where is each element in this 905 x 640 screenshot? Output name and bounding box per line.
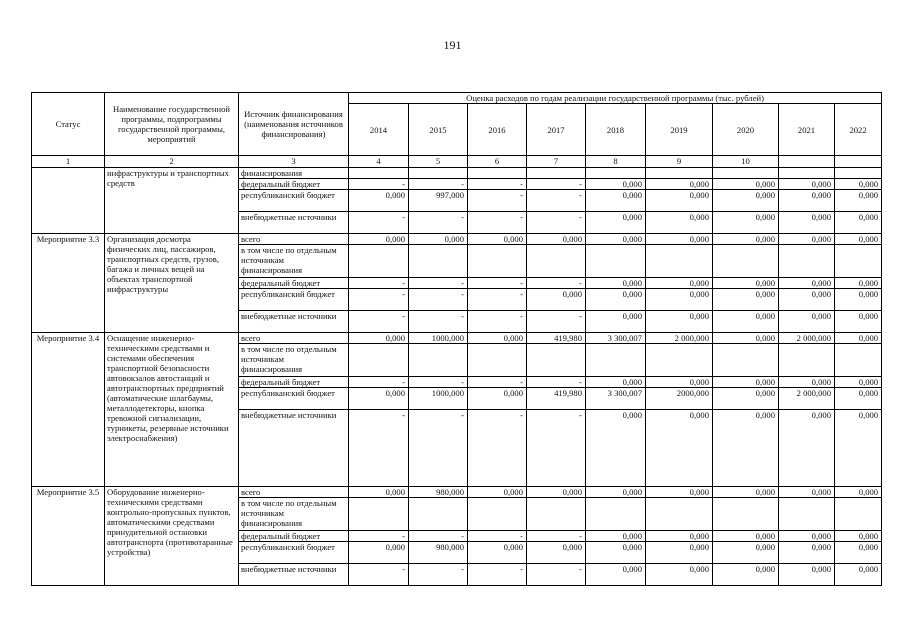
budget-value: 2 000,000 — [779, 388, 835, 410]
budget-value: 0,000 — [646, 564, 713, 586]
budget-value: 0,000 — [835, 531, 882, 542]
budget-value: 0,000 — [835, 542, 882, 564]
budget-value: 0,000 — [468, 487, 527, 498]
budget-value: 0,000 — [586, 234, 646, 245]
budget-value — [835, 344, 882, 377]
budget-value: 2000,000 — [646, 388, 713, 410]
budget-value — [468, 498, 527, 531]
budget-value: 980,000 — [409, 487, 468, 498]
budget-value: - — [468, 311, 527, 333]
column-index: 8 — [586, 156, 646, 168]
budget-value: - — [527, 179, 586, 190]
column-index: 10 — [713, 156, 779, 168]
budget-value: 0,000 — [779, 410, 835, 487]
budget-value: 0,000 — [713, 212, 779, 234]
budget-value — [586, 344, 646, 377]
budget-value — [835, 245, 882, 278]
budget-value: - — [409, 564, 468, 586]
table-row — [32, 234, 882, 245]
budget-value: 0,000 — [835, 311, 882, 333]
table-row — [32, 487, 882, 498]
column-index — [779, 156, 835, 168]
budget-value: 0,000 — [646, 311, 713, 333]
budget-value: 0,000 — [713, 542, 779, 564]
budget-value: 0,000 — [586, 179, 646, 190]
budget-value: - — [468, 564, 527, 586]
budget-value — [527, 344, 586, 377]
budget-value: 0,000 — [586, 564, 646, 586]
budget-value — [349, 498, 409, 531]
budget-value: 0,000 — [586, 311, 646, 333]
budget-value: - — [468, 410, 527, 487]
budget-value: 997,000 — [409, 190, 468, 212]
budget-value — [468, 344, 527, 377]
budget-value: 0,000 — [779, 289, 835, 311]
budget-value: - — [409, 377, 468, 388]
budget-value: - — [349, 311, 409, 333]
table-row — [32, 168, 882, 179]
budget-value: 0,000 — [713, 487, 779, 498]
budget-value — [779, 245, 835, 278]
budget-value: 0,000 — [835, 179, 882, 190]
budget-value — [713, 498, 779, 531]
budget-value: 0,000 — [835, 190, 882, 212]
budget-value — [527, 245, 586, 278]
budget-value: 1000,000 — [409, 333, 468, 344]
header-estimate: Оценка расходов по годам реализации государственной программы (тыс. рублей) — [349, 93, 882, 104]
budget-value: 0,000 — [835, 278, 882, 289]
budget-value — [468, 245, 527, 278]
column-index: 9 — [646, 156, 713, 168]
budget-value: 0,000 — [835, 333, 882, 344]
activity-status: Мероприятие 3.5 — [32, 487, 105, 586]
header-year: 2019 — [646, 104, 713, 156]
budget-value: 0,000 — [835, 234, 882, 245]
budget-value: 0,000 — [713, 377, 779, 388]
funding-source: федеральный бюджет — [239, 278, 349, 289]
budget-value: - — [349, 179, 409, 190]
funding-source: внебюджетные источники — [239, 410, 349, 487]
budget-value: 0,000 — [527, 542, 586, 564]
budget-value: 3 300,007 — [586, 388, 646, 410]
budget-value: 0,000 — [646, 190, 713, 212]
budget-value: 980,000 — [409, 542, 468, 564]
budget-value: 0,000 — [779, 212, 835, 234]
budget-value: 0,000 — [646, 377, 713, 388]
column-index: 6 — [468, 156, 527, 168]
budget-value: - — [349, 377, 409, 388]
budget-value — [349, 168, 409, 179]
budget-value — [409, 245, 468, 278]
activity-status: Мероприятие 3.4 — [32, 333, 105, 487]
budget-value: - — [527, 531, 586, 542]
budget-value — [835, 498, 882, 531]
budget-value: - — [527, 212, 586, 234]
budget-value: - — [468, 190, 527, 212]
budget-value: 419,980 — [527, 333, 586, 344]
budget-value — [646, 245, 713, 278]
funding-source: в том числе по отдельным источникам финансирования — [239, 245, 349, 278]
budget-value: 0,000 — [468, 388, 527, 410]
column-index: 7 — [527, 156, 586, 168]
budget-value: 0,000 — [646, 531, 713, 542]
budget-value: - — [349, 289, 409, 311]
header-year: 2018 — [586, 104, 646, 156]
funding-source: республиканский бюджет — [239, 542, 349, 564]
budget-value: - — [468, 377, 527, 388]
budget-value: - — [349, 212, 409, 234]
funding-source: в том числе по отдельным источникам финансирования — [239, 344, 349, 377]
budget-value: - — [349, 531, 409, 542]
header-year: 2015 — [409, 104, 468, 156]
budget-value: - — [409, 410, 468, 487]
budget-value — [527, 168, 586, 179]
budget-value: - — [349, 278, 409, 289]
budget-value: - — [409, 179, 468, 190]
activity-name: Организация досмотра физических лиц, пассажиров, транспортных средств, грузов, багажа и личных вещей на объектах транспортной инфраструктуры — [105, 234, 239, 333]
funding-source: финансирования — [239, 168, 349, 179]
budget-value: 0,000 — [527, 234, 586, 245]
budget-value — [779, 498, 835, 531]
budget-value — [835, 168, 882, 179]
budget-value: 2 000,000 — [646, 333, 713, 344]
budget-value — [409, 168, 468, 179]
activity-status — [32, 168, 105, 234]
funding-source: федеральный бюджет — [239, 377, 349, 388]
funding-source: всего — [239, 333, 349, 344]
budget-value: 0,000 — [779, 179, 835, 190]
budget-value: 0,000 — [713, 179, 779, 190]
budget-value: - — [468, 278, 527, 289]
budget-value: 419,980 — [527, 388, 586, 410]
budget-value: 0,000 — [713, 333, 779, 344]
budget-value: 0,000 — [835, 377, 882, 388]
table-header — [32, 93, 882, 168]
page-number: 191 — [443, 38, 462, 52]
budget-value: 0,000 — [713, 410, 779, 487]
column-index: 5 — [409, 156, 468, 168]
budget-value: 0,000 — [468, 542, 527, 564]
column-index — [835, 156, 882, 168]
budget-value: 0,000 — [713, 311, 779, 333]
budget-value: 0,000 — [349, 542, 409, 564]
activity-status: Мероприятие 3.3 — [32, 234, 105, 333]
funding-source: федеральный бюджет — [239, 179, 349, 190]
budget-value: 0,000 — [586, 487, 646, 498]
budget-value: 0,000 — [586, 278, 646, 289]
budget-value — [646, 344, 713, 377]
budget-value: 0,000 — [779, 190, 835, 212]
funding-source: федеральный бюджет — [239, 531, 349, 542]
funding-source: всего — [239, 234, 349, 245]
budget-value: 0,000 — [349, 333, 409, 344]
header-year: 2014 — [349, 104, 409, 156]
budget-value: 0,000 — [713, 234, 779, 245]
budget-value — [779, 344, 835, 377]
budget-value: 0,000 — [713, 531, 779, 542]
header-year: 2020 — [713, 104, 779, 156]
budget-value — [713, 245, 779, 278]
budget-value: 0,000 — [713, 289, 779, 311]
budget-value: 0,000 — [835, 212, 882, 234]
budget-value: 0,000 — [835, 487, 882, 498]
header-year: 2021 — [779, 104, 835, 156]
header-year: 2016 — [468, 104, 527, 156]
budget-value: 0,000 — [779, 234, 835, 245]
column-index-row — [32, 156, 882, 168]
header-year: 2017 — [527, 104, 586, 156]
budget-value: 0,000 — [779, 542, 835, 564]
budget-value: 0,000 — [779, 311, 835, 333]
budget-value: 1000,000 — [409, 388, 468, 410]
budget-value: - — [468, 289, 527, 311]
activity-name: Оснащение инженерно-техническими средствами и системами обеспечения транспортной безопасности автовокзалов автостанций и автотранспортных предприятий (автоматические шлагбаумы, металлодетекторы, кнопка тревожной сигнализации, турникеты, резервные источники электроснабжения) — [105, 333, 239, 487]
budget-value: 0,000 — [586, 542, 646, 564]
table-body — [32, 168, 882, 586]
budget-value: 0,000 — [468, 234, 527, 245]
budget-value: - — [527, 564, 586, 586]
budget-value — [527, 498, 586, 531]
column-index: 3 — [239, 156, 349, 168]
budget-value: - — [527, 311, 586, 333]
budget-value — [586, 168, 646, 179]
budget-value: - — [527, 278, 586, 289]
funding-source: внебюджетные источники — [239, 311, 349, 333]
budget-value: - — [468, 212, 527, 234]
budget-value: - — [409, 311, 468, 333]
budget-value: - — [527, 410, 586, 487]
budget-value: 0,000 — [779, 377, 835, 388]
budget-value: 0,000 — [779, 278, 835, 289]
budget-value: 0,000 — [586, 531, 646, 542]
budget-value: 0,000 — [646, 179, 713, 190]
budget-value — [468, 168, 527, 179]
budget-value: - — [409, 212, 468, 234]
budget-value — [349, 344, 409, 377]
budget-value: 0,000 — [349, 190, 409, 212]
budget-value — [409, 344, 468, 377]
budget-value: 0,000 — [779, 564, 835, 586]
funding-source: всего — [239, 487, 349, 498]
funding-source: в том числе по отдельным источникам финансирования — [239, 498, 349, 531]
funding-source: республиканский бюджет — [239, 388, 349, 410]
budget-value — [349, 245, 409, 278]
budget-value: 0,000 — [349, 487, 409, 498]
column-index: 2 — [105, 156, 239, 168]
budget-value: 0,000 — [527, 487, 586, 498]
budget-value: 0,000 — [835, 289, 882, 311]
budget-value — [646, 168, 713, 179]
budget-value: 0,000 — [835, 564, 882, 586]
budget-value: - — [409, 531, 468, 542]
budget-value: - — [349, 564, 409, 586]
budget-value: 0,000 — [713, 564, 779, 586]
budget-value: - — [468, 531, 527, 542]
funding-source: республиканский бюджет — [239, 289, 349, 311]
budget-value: 0,000 — [713, 388, 779, 410]
budget-value: - — [409, 289, 468, 311]
budget-value: 0,000 — [349, 234, 409, 245]
budget-value: 0,000 — [713, 190, 779, 212]
budget-value: 2 000,000 — [779, 333, 835, 344]
header-status: Статус — [32, 93, 105, 156]
budget-value: 0,000 — [646, 234, 713, 245]
budget-value: - — [349, 410, 409, 487]
funding-source: внебюджетные источники — [239, 564, 349, 586]
budget-value: 0,000 — [586, 377, 646, 388]
budget-value — [409, 498, 468, 531]
budget-value: 0,000 — [349, 388, 409, 410]
budget-value: 0,000 — [586, 190, 646, 212]
budget-value: - — [409, 278, 468, 289]
budget-value: 0,000 — [713, 278, 779, 289]
header-name: Наименование государственной программы, подпрограммы государственной программы, мероприятий — [105, 93, 239, 156]
budget-value: 0,000 — [646, 487, 713, 498]
budget-value: 0,000 — [779, 487, 835, 498]
budget-value: 0,000 — [646, 289, 713, 311]
column-index: 4 — [349, 156, 409, 168]
budget-value: 0,000 — [646, 410, 713, 487]
budget-value — [586, 245, 646, 278]
budget-value: 0,000 — [468, 333, 527, 344]
budget-value: - — [527, 190, 586, 212]
table-row — [32, 333, 882, 344]
header-year: 2022 — [835, 104, 882, 156]
activity-name: Оборудование инженерно-техническими средствами контрольно-пропускных пунктов, автоматическими средствами принудительной остановки автотранспорта (противотаранные устройства) — [105, 487, 239, 586]
budget-value — [713, 344, 779, 377]
budget-value: 0,000 — [586, 212, 646, 234]
budget-value: 0,000 — [835, 410, 882, 487]
funding-source: республиканский бюджет — [239, 190, 349, 212]
budget-value — [646, 498, 713, 531]
budget-table — [31, 92, 882, 586]
budget-value — [779, 168, 835, 179]
budget-value: 0,000 — [527, 289, 586, 311]
budget-value: 0,000 — [646, 542, 713, 564]
budget-value: 0,000 — [586, 410, 646, 487]
header-source: Источник финансирования (наименования источников финансирования) — [239, 93, 349, 156]
budget-value: 0,000 — [409, 234, 468, 245]
budget-value: 0,000 — [646, 278, 713, 289]
funding-source: внебюджетные источники — [239, 212, 349, 234]
column-index: 1 — [32, 156, 105, 168]
budget-value: 0,000 — [779, 531, 835, 542]
activity-name: инфраструктуры и транспортных средств — [105, 168, 239, 234]
budget-value: 3 300,007 — [586, 333, 646, 344]
budget-value: 0,000 — [586, 289, 646, 311]
budget-value: - — [527, 377, 586, 388]
budget-value: 0,000 — [646, 212, 713, 234]
budget-value: 0,000 — [835, 388, 882, 410]
budget-value: - — [468, 179, 527, 190]
budget-value — [586, 498, 646, 531]
budget-value — [713, 168, 779, 179]
